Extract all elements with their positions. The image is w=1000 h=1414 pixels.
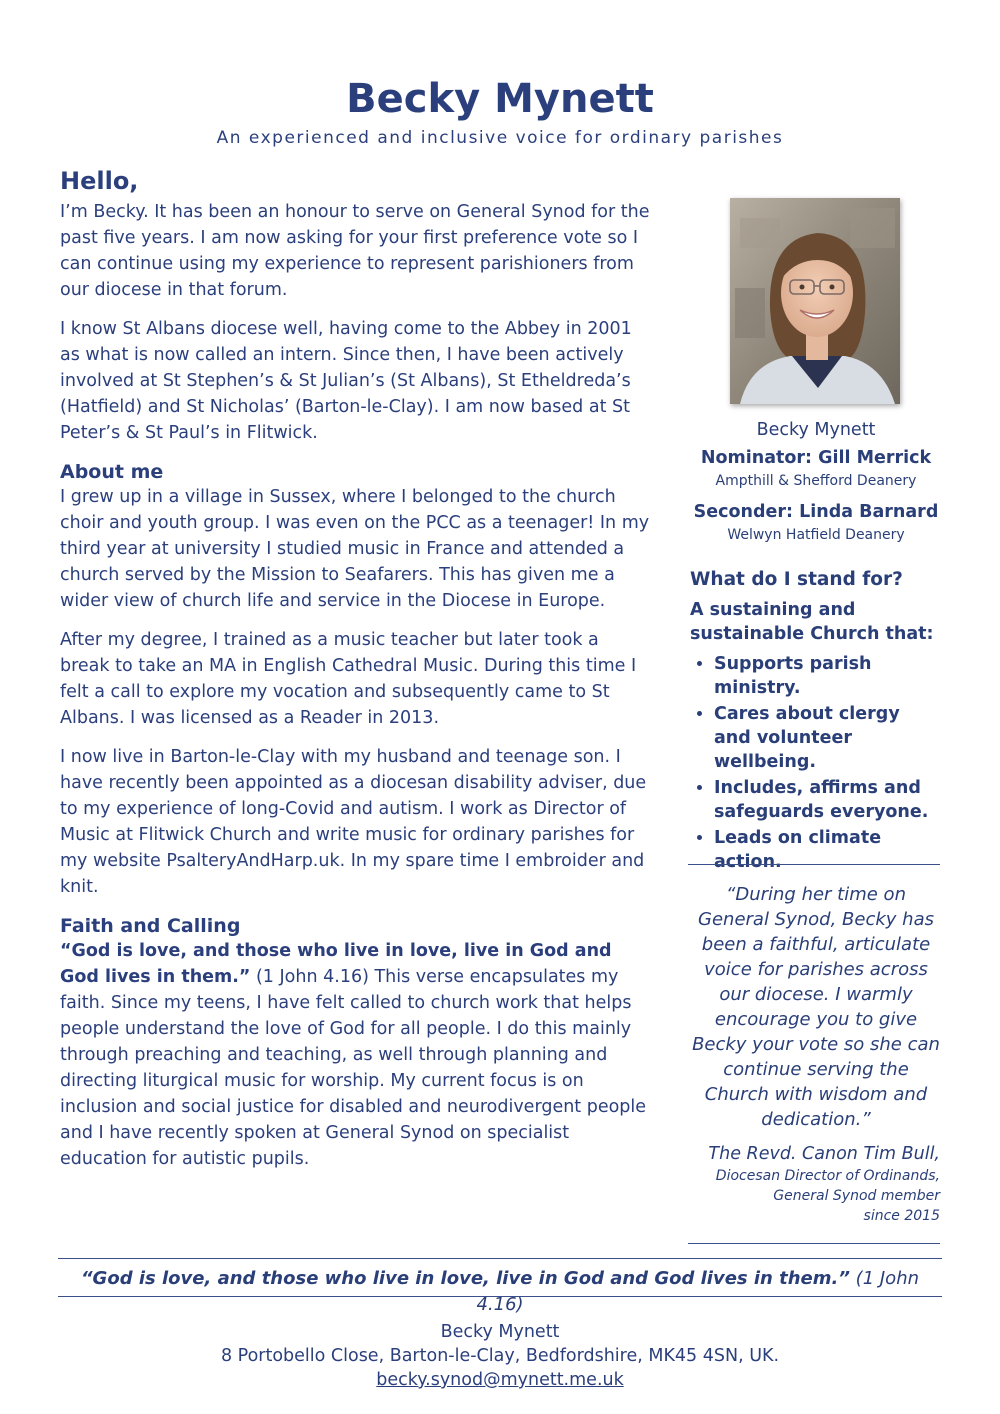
faith-heading: Faith and Calling: [60, 915, 241, 937]
stand-intro: A sustaining and sustainable Church that:: [690, 600, 934, 644]
banner-rule-top: [58, 1258, 942, 1259]
list-item: • Includes, affirms and safeguards everyone.: [714, 776, 942, 824]
endorsement-quote: “During her time on General Synod, Becky has been a faithful, articulate voice for parishes across our diocese. I warmly encourage you to give Becky your vote so she can continue serving the Church with wisdom and dedication.”: [692, 884, 940, 1130]
main-column: [60, 165, 650, 1185]
banner-rule-bottom: [58, 1296, 942, 1297]
page-tagline: An experienced and inclusive voice for ordinary parishes: [216, 128, 784, 148]
faith-body: (1 John 4.16) This verse encapsulates my faith. Since my teens, I have felt called to church work that helps people understand the love of God for all people. I do this mainly through preaching and teaching, as well through planning and directing liturgical music for worship. My current focus is on inclusion and social justice for disabled and neurodivergent people and I have recently spoken at General Synod on specialist education for autistic pupils.: [60, 967, 647, 1169]
nominator-deanery: Ampthill & Shefford Deanery: [715, 473, 917, 489]
footer-email-link[interactable]: becky.synod@mynett.me.uk: [376, 1370, 624, 1390]
footer-address: 8 Portobello Close, Barton-le-Clay, Bedfordshire, MK45 4SN, UK.: [220, 1346, 780, 1366]
nominator: Nominator: Gill Merrick: [700, 448, 932, 468]
page-title: Becky Mynett: [346, 76, 654, 122]
candidate-photo: [730, 198, 900, 404]
about-heading: About me: [60, 461, 164, 483]
seconder: Seconder: Linda Barnard: [693, 502, 939, 522]
banner-reference: (1 John 4.16): [476, 1268, 920, 1315]
stand-list: [690, 652, 942, 874]
about-paragraph-3: I now live in Barton-le-Clay with my husband and teenage son. I have recently been appointed as a diocesan disability adviser, due to my experience of long-Covid and autism. I work as Director of Music at Flitwick Church and write music for ordinary parishes for my website PsalteryAndHarp.uk. In my spare time I embroider and knit.: [60, 747, 647, 897]
endorser-role-3: since 2015: [863, 1208, 940, 1224]
list-item: • Supports parish ministry.: [714, 652, 942, 700]
stand-heading: What do I stand for?: [690, 569, 903, 590]
faith-verse: “God is love, and those who live in love, live in God and God lives in them.”: [60, 941, 612, 987]
verse-banner: [60, 1266, 940, 1318]
list-item: • Cares about clergy and volunteer wellbeing.: [714, 702, 942, 774]
endorsement-attribution: [690, 1142, 940, 1226]
sidebar-divider-bottom: [688, 1243, 940, 1244]
stand-for-section: [690, 568, 942, 876]
intro-paragraph-2: I know St Albans diocese well, having come to the Abbey in 2001 as what is now called an intern. Since then, I have been actively involved at St Stephen’s & St Julian’s (St Albans), St Etheldreda’s (Hatfield) and St Nicholas’ (Barton-le-Clay). I am now based at St Peter’s & St Paul’s in Flitwick.: [60, 319, 632, 443]
endorser-role-1: Diocesan Director of Ordinands,: [715, 1168, 940, 1184]
endorser-name: The Revd. Canon Tim Bull,: [708, 1144, 940, 1164]
about-paragraph-1: I grew up in a village in Sussex, where I belonged to the church choir and youth group. I was even on the PCC as a teenager! In my third year at university I studied music in France and attended a church served by the Mission to Seafarers. This has given me a wider view of church life and service in the Diocese in Europe.: [60, 487, 650, 611]
sidebar-divider-top: [688, 864, 940, 865]
seconder-deanery: Welwyn Hatfield Deanery: [727, 527, 905, 543]
photo-caption: Becky Mynett: [756, 420, 876, 440]
list-item: • Leads on climate action.: [714, 826, 942, 874]
intro-paragraph-1: I’m Becky. It has been an honour to serve on General Synod for the past five years. I am now asking for your first preference vote so I can continue using my experience to represent parishioners from our diocese in that forum.: [60, 202, 650, 300]
banner-verse: “God is love, and those who live in love, live in God and God lives in them.”: [80, 1268, 850, 1289]
faith-paragraph: [60, 938, 650, 1172]
greeting: Hello,: [60, 167, 139, 195]
contact-footer: [0, 1320, 1000, 1392]
page-header: [0, 72, 1000, 150]
about-paragraph-2: After my degree, I trained as a music teacher but later took a break to take an MA in English Cathedral Music. During this time I felt a call to explore my vocation and subsequently came to St Albans. I was licensed as a Reader in 2013.: [60, 630, 637, 728]
endorser-role-2: General Synod member: [773, 1188, 940, 1204]
footer-name: Becky Mynett: [440, 1322, 560, 1342]
